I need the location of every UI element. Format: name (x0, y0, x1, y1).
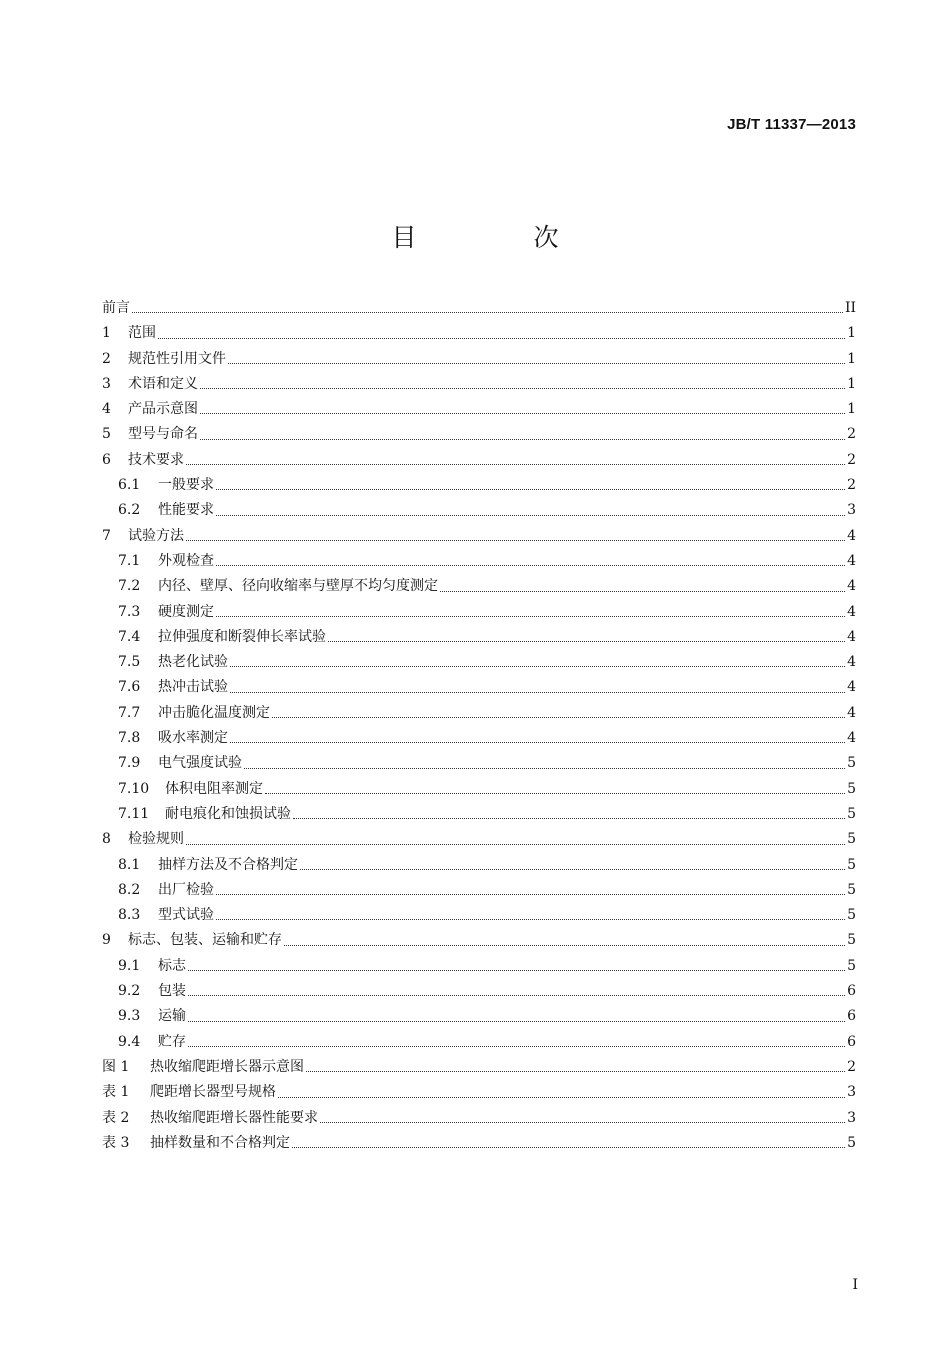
toc-entry[interactable] (102, 827, 856, 852)
toc-label: 内径、壁厚、径向收缩率与壁厚不均匀度测定 (158, 578, 438, 595)
toc-number: 9 (102, 932, 111, 949)
toc-page: 5 (847, 1134, 856, 1151)
toc-subentry[interactable] (102, 878, 856, 903)
toc-number: 7.8 (118, 730, 141, 747)
leader-dots (300, 869, 845, 870)
toc-figure-entry[interactable] (102, 1055, 856, 1080)
toc-subentry[interactable] (102, 701, 856, 726)
toc-number: 7.7 (118, 704, 141, 721)
toc-subentry[interactable] (102, 675, 856, 700)
toc-number: 9.3 (118, 1008, 141, 1025)
toc-page: 4 (847, 552, 856, 569)
toc-number: 7.2 (118, 578, 141, 595)
toc-number: 7.9 (118, 755, 141, 772)
toc-number: 7 (102, 527, 111, 544)
toc-number: 7.1 (118, 552, 141, 569)
leader-dots (132, 312, 843, 313)
toc-number: 7.5 (118, 654, 141, 671)
toc-label: 范围 (128, 325, 156, 342)
leader-dots (216, 565, 845, 566)
toc-number: 4 (102, 401, 111, 418)
toc-subentry[interactable] (102, 600, 856, 625)
toc-page: 5 (847, 755, 856, 772)
toc-subentry[interactable] (102, 751, 856, 776)
leader-dots (186, 844, 845, 845)
toc-number: 表 3 (102, 1134, 130, 1151)
toc-label: 检验规则 (128, 831, 184, 848)
toc-page: 4 (847, 628, 856, 645)
leader-dots (230, 666, 845, 667)
toc-number: 6.1 (118, 477, 141, 494)
toc-label: 热收缩爬距增长器性能要求 (150, 1109, 318, 1126)
leader-dots (272, 717, 845, 718)
toc-label: 热收缩爬距增长器示意图 (150, 1058, 304, 1075)
toc-page: 5 (847, 932, 856, 949)
toc-label: 包装 (158, 983, 186, 1000)
leader-dots (200, 439, 845, 440)
toc-label: 型号与命名 (128, 426, 198, 443)
toc-entry[interactable] (102, 372, 856, 397)
leader-dots (284, 945, 845, 946)
toc-label: 运输 (158, 1008, 186, 1025)
toc-number: 表 1 (102, 1084, 130, 1101)
toc-label: 标志、包装、运输和贮存 (128, 932, 282, 949)
toc-label: 抽样数量和不合格判定 (150, 1134, 290, 1151)
toc-number: 图 1 (102, 1058, 130, 1075)
toc-page: 6 (847, 983, 856, 1000)
toc-page: 1 (847, 375, 856, 392)
toc-subentry[interactable] (102, 777, 856, 802)
leader-dots (200, 388, 845, 389)
toc-page: 3 (847, 1084, 856, 1101)
toc-label: 标志 (158, 957, 186, 974)
leader-dots (293, 818, 845, 819)
leader-dots (306, 1071, 845, 1072)
toc-page: 6 (847, 1008, 856, 1025)
toc-subentry[interactable] (102, 473, 856, 498)
toc-page: 4 (847, 578, 856, 595)
toc-number: 3 (102, 375, 111, 392)
toc-page: 5 (847, 957, 856, 974)
toc-label: 技术要求 (128, 451, 184, 468)
toc-entry[interactable] (102, 397, 856, 422)
toc-label: 型式试验 (158, 907, 214, 924)
toc-page: 4 (847, 654, 856, 671)
toc-subentry[interactable] (102, 650, 856, 675)
toc-page: 1 (847, 350, 856, 367)
toc-subentry[interactable] (102, 1004, 856, 1029)
leader-dots (216, 489, 845, 490)
toc-page: 2 (847, 451, 856, 468)
toc-number: 9.1 (118, 957, 141, 974)
toc-number: 7.4 (118, 628, 141, 645)
toc-label: 一般要求 (158, 477, 214, 494)
toc-page: 2 (847, 426, 856, 443)
leader-dots (228, 363, 845, 364)
toc-table-entry[interactable] (102, 1131, 856, 1156)
toc-number: 8 (102, 831, 111, 848)
leader-dots (244, 768, 845, 769)
toc-label: 外观检查 (158, 552, 214, 569)
toc-entry[interactable] (102, 422, 856, 447)
leader-dots (188, 995, 845, 996)
toc-page: 5 (847, 881, 856, 898)
toc-table-entry[interactable] (102, 1080, 856, 1105)
toc-label: 热老化试验 (158, 654, 228, 671)
leader-dots (186, 464, 845, 465)
toc-page: II (844, 300, 856, 316)
toc-entry-foreword[interactable] (102, 296, 856, 321)
toc-subentry[interactable] (102, 498, 856, 523)
toc-entry[interactable] (102, 928, 856, 953)
toc-subentry[interactable] (102, 726, 856, 751)
leader-dots (158, 338, 845, 339)
toc-label: 术语和定义 (128, 375, 198, 392)
toc-page: 6 (847, 1033, 856, 1050)
toc-label: 产品示意图 (128, 401, 198, 418)
toc-label: 吸水率测定 (158, 730, 228, 747)
toc-label: 前言 (102, 300, 130, 316)
toc-subentry[interactable] (102, 853, 856, 878)
leader-dots (328, 641, 845, 642)
leader-dots (188, 1046, 845, 1047)
toc-table-entry[interactable] (102, 1106, 856, 1131)
toc-label: 抽样方法及不合格判定 (158, 856, 298, 873)
toc-subentry[interactable] (102, 1030, 856, 1055)
toc-page: 4 (847, 603, 856, 620)
toc-page: 1 (847, 325, 856, 342)
toc-subentry[interactable] (102, 903, 856, 928)
toc-number: 8.2 (118, 881, 141, 898)
toc-number: 表 2 (102, 1109, 130, 1126)
toc-number: 7.10 (118, 780, 150, 797)
leader-dots (320, 1122, 845, 1123)
leader-dots (278, 1097, 845, 1098)
page-number: I (852, 1277, 858, 1293)
toc-number: 2 (102, 350, 111, 367)
toc-entry[interactable] (102, 524, 856, 549)
toc-label: 出厂检验 (158, 881, 214, 898)
toc-subentry[interactable] (102, 979, 856, 1004)
toc-number: 6 (102, 451, 111, 468)
toc-label: 冲击脆化温度测定 (158, 704, 270, 721)
toc-number: 9.2 (118, 983, 141, 1000)
toc-number: 9.4 (118, 1033, 141, 1050)
toc-label: 爬距增长器型号规格 (150, 1084, 276, 1101)
toc-page: 5 (847, 831, 856, 848)
toc-page: 4 (847, 679, 856, 696)
table-of-contents (102, 296, 856, 1156)
toc-label: 硬度测定 (158, 603, 214, 620)
toc-label: 耐电痕化和蚀损试验 (165, 805, 291, 822)
toc-page: 4 (847, 527, 856, 544)
leader-dots (216, 616, 845, 617)
toc-number: 5 (102, 426, 111, 443)
toc-label: 试验方法 (128, 527, 184, 544)
leader-dots (216, 919, 845, 920)
toc-number: 6.2 (118, 502, 141, 519)
leader-dots (188, 1021, 845, 1022)
leader-dots (265, 793, 845, 794)
page-title: 目 次 (391, 223, 605, 252)
toc-subentry[interactable] (102, 549, 856, 574)
toc-page: 3 (847, 1109, 856, 1126)
toc-page: 5 (847, 780, 856, 797)
toc-label: 贮存 (158, 1033, 186, 1050)
standard-code: JB/T 11337—2013 (727, 116, 856, 133)
toc-label: 拉伸强度和断裂伸长率试验 (158, 628, 326, 645)
leader-dots (216, 515, 845, 516)
toc-subentry[interactable] (102, 574, 856, 599)
toc-number: 1 (102, 325, 111, 342)
toc-number: 7.6 (118, 679, 141, 696)
leader-dots (292, 1147, 845, 1148)
toc-number: 7.3 (118, 603, 141, 620)
toc-label: 电气强度试验 (158, 755, 242, 772)
toc-label: 热冲击试验 (158, 679, 228, 696)
toc-page: 5 (847, 856, 856, 873)
toc-page: 2 (847, 1058, 856, 1075)
toc-number: 7.11 (118, 805, 150, 822)
leader-dots (230, 742, 845, 743)
leader-dots (200, 413, 845, 414)
toc-label: 规范性引用文件 (128, 350, 226, 367)
leader-dots (186, 540, 845, 541)
toc-label: 性能要求 (158, 502, 214, 519)
toc-subentry[interactable] (102, 802, 856, 827)
toc-page: 4 (847, 704, 856, 721)
toc-page: 3 (847, 502, 856, 519)
toc-number: 8.1 (118, 856, 141, 873)
leader-dots (188, 970, 845, 971)
toc-page: 1 (847, 401, 856, 418)
toc-entry[interactable] (102, 448, 856, 473)
leader-dots (216, 894, 845, 895)
leader-dots (230, 692, 845, 693)
toc-subentry[interactable] (102, 625, 856, 650)
toc-entry[interactable] (102, 347, 856, 372)
toc-subentry[interactable] (102, 954, 856, 979)
toc-page: 2 (847, 477, 856, 494)
toc-page: 5 (847, 907, 856, 924)
toc-page: 4 (847, 730, 856, 747)
toc-label: 体积电阻率测定 (165, 780, 263, 797)
leader-dots (440, 591, 845, 592)
toc-page: 5 (847, 805, 856, 822)
toc-number: 8.3 (118, 907, 141, 924)
toc-entry[interactable] (102, 321, 856, 346)
